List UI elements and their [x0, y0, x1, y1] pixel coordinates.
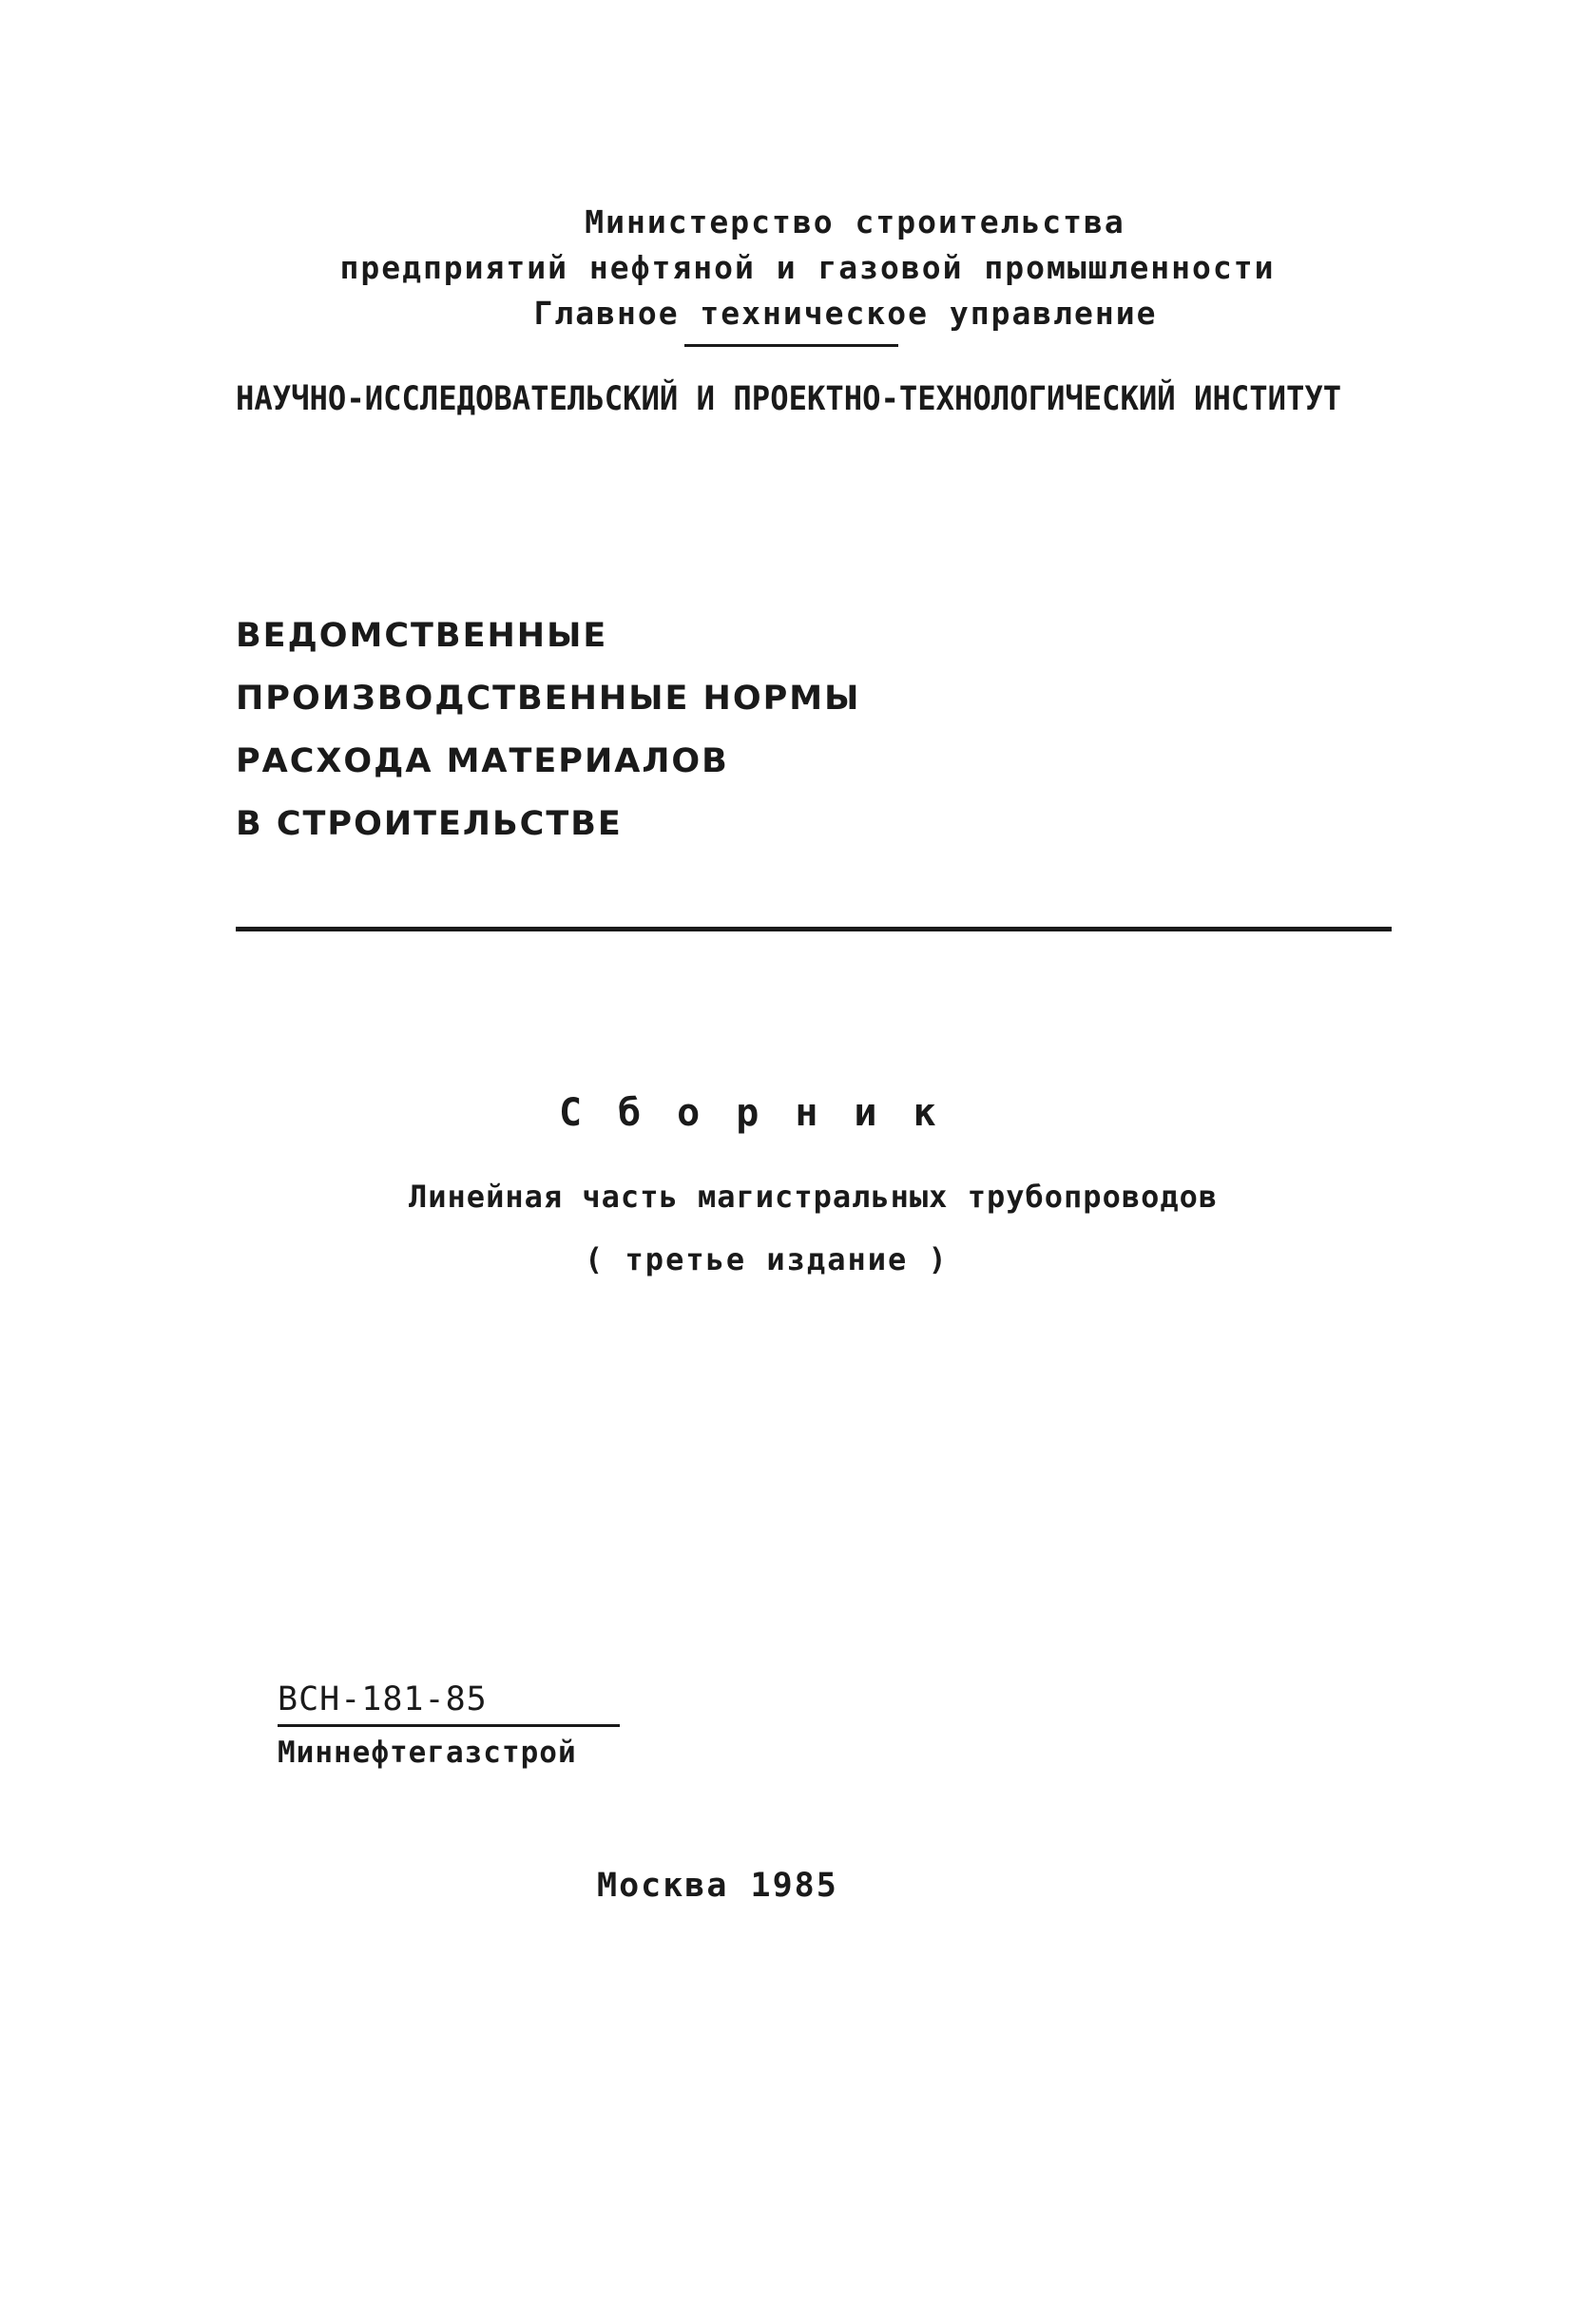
document-code: ВСН-181-85: [278, 1680, 488, 1718]
issuing-organization: Миннефтегазстрой: [278, 1736, 577, 1770]
ministry-line-2: предприятий нефтяной и газовой промышленности: [339, 249, 1276, 286]
header-divider: [684, 344, 898, 347]
ministry-line-3: Главное техническое управление: [533, 295, 1158, 332]
title-line-2: ПРОИЗВОДСТВЕННЫЕ НОРМЫ: [236, 680, 861, 718]
collection-subtitle: Линейная часть магистральных трубопроводов: [409, 1179, 1219, 1215]
title-divider: [236, 927, 1392, 931]
edition-note: ( третье издание ): [585, 1241, 949, 1277]
document-title: [236, 605, 860, 855]
title-line-4: В СТРОИТЕЛЬСТВЕ: [236, 805, 623, 843]
city-year: Москва 1985: [597, 1867, 838, 1905]
institute-name: НАУЧНО-ИССЛЕДОВАТЕЛЬСКИЙ И ПРОЕКТНО-ТЕХНОЛОГИЧЕСКИЙ ИНСТИТУТ: [236, 380, 1342, 418]
document-code-block: [278, 1680, 577, 1770]
code-underline: [278, 1724, 620, 1727]
title-line-3: РАСХОДА МАТЕРИАЛОВ: [236, 742, 729, 780]
ministry-line-1: Министерство строительства: [585, 203, 1125, 240]
title-line-1: ВЕДОМСТВЕННЫЕ: [236, 617, 608, 655]
collection-label: Сборник: [559, 1091, 972, 1135]
ministry-header: [0, 200, 1596, 336]
